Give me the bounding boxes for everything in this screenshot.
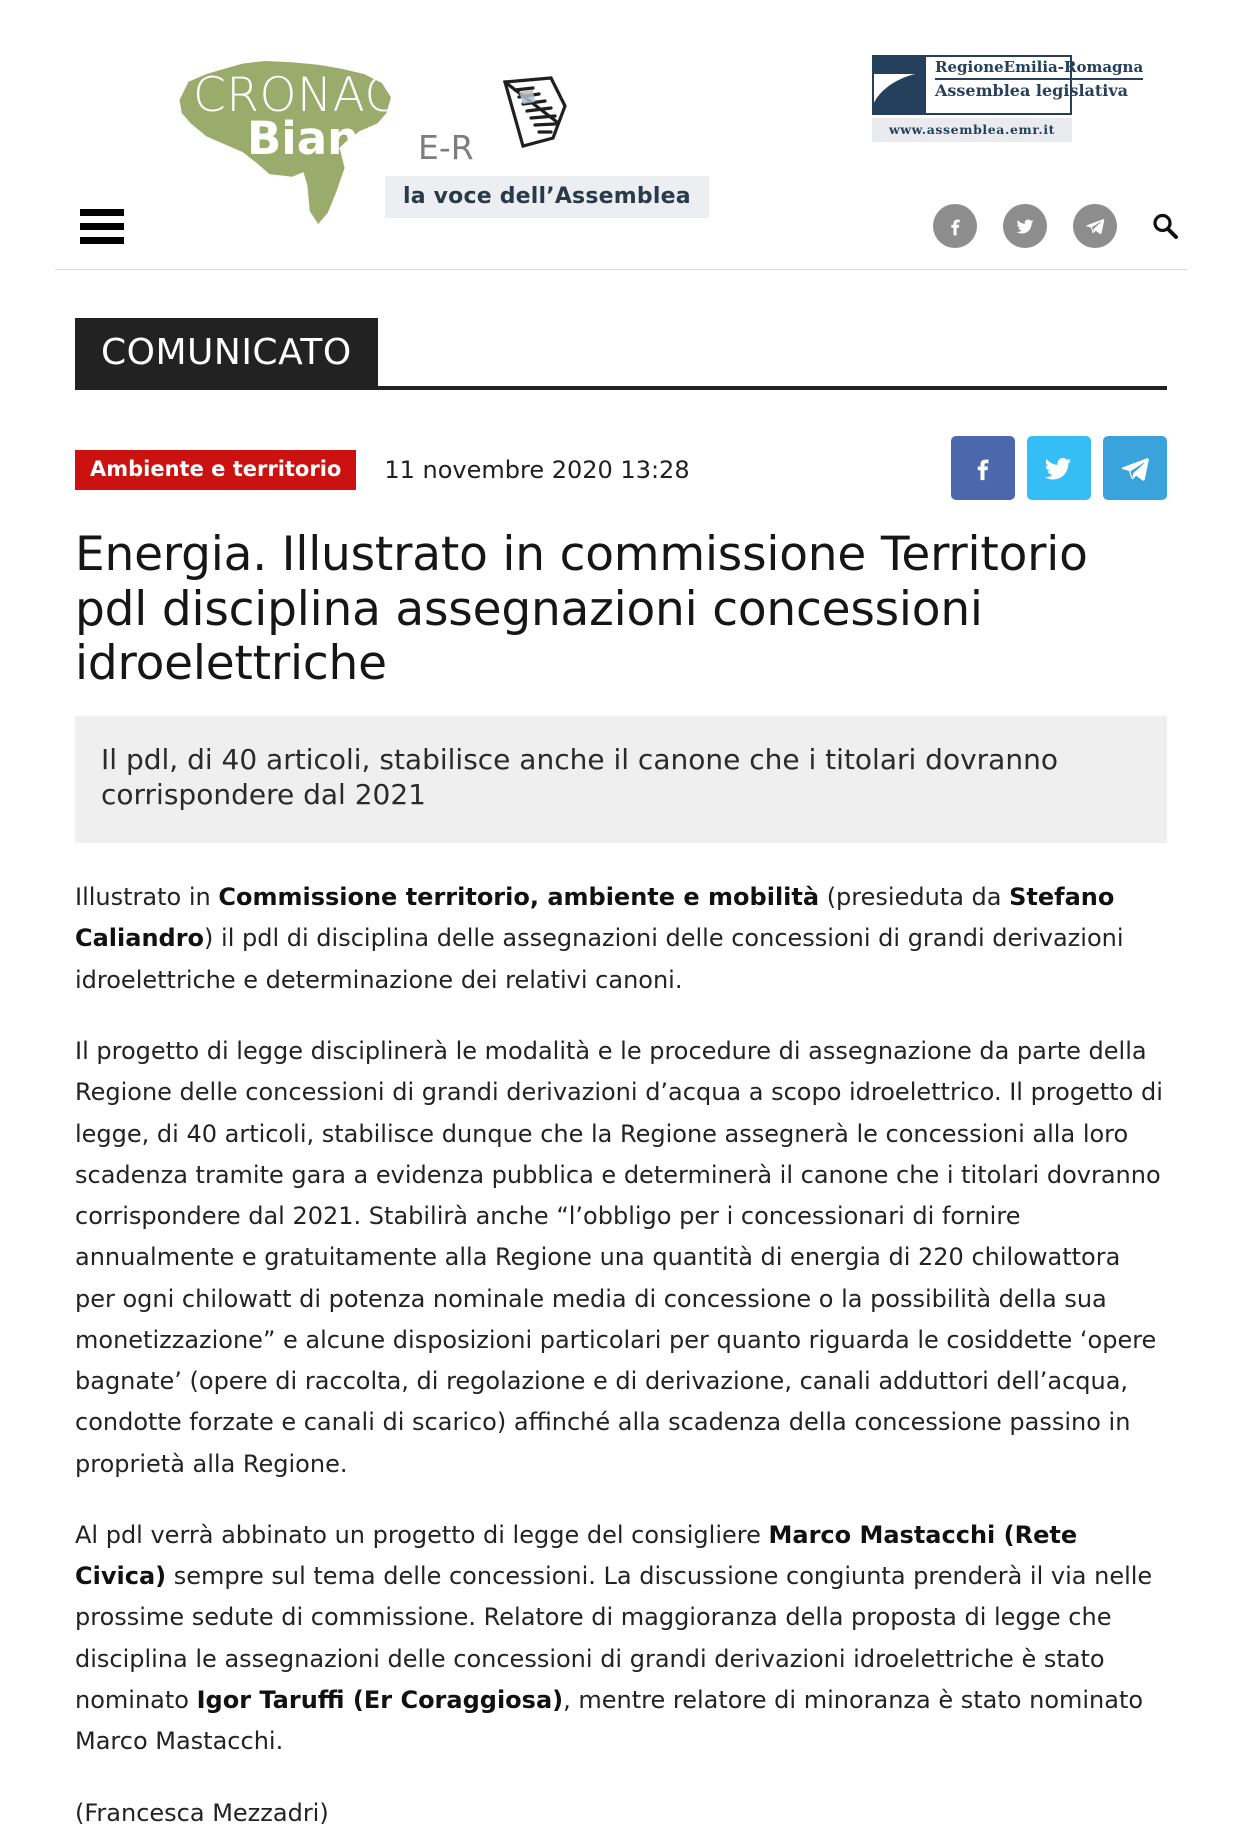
main-navbar xyxy=(55,190,1187,270)
site-masthead xyxy=(0,0,1242,209)
quill-pen-icon xyxy=(493,76,573,154)
share-facebook-button[interactable] xyxy=(951,436,1015,500)
article-subtitle: Il pdl, di 40 articoli, stabilisce anche il canone che i titolari dovranno corrispondere dal 2021 xyxy=(101,742,1058,812)
logo-bianca-text: Bianca xyxy=(247,112,417,165)
institution-logo-url: www.assemblea.emr.it xyxy=(872,118,1072,142)
status-badge[interactable]: Ambiente e territorio xyxy=(75,450,356,490)
site-tagline: la voce dell’Assemblea xyxy=(385,176,709,218)
article-paragraph: Il progetto di legge disciplinerà le modalità e le procedure di assegnazione da parte della Regione delle concessioni di grandi derivazioni d’acqua a scopo idroelettrico. Il progetto di legge, di 40 articoli, stabilisce dunque che la Regione assegnerà le concessioni alla loro scadenza tramite gara a evidenza pubblica e determinerà il canone che i titolari dovranno corrispondere dal 2021. Stabilirà anche “l’obbligo per i concessionari di fornire annualmente e gratuitamente alla Regione una quantità di energia di 220 chilowattora per ogni chilowatt di potenza nominale media di concessione o la possibilità della sua monetizzazione” e alcune disposizioni particolari per quanto riguarda le cosiddette ‘opere bagnate’ (opere di raccolta, di regolazione e di derivazione, canali adduttori dell’acqua, condotte forzate e canali di scarico) affinché alla scadenza della concessione passino in proprietà alla Regione. xyxy=(75,1037,1163,1478)
article-paragraph: Al pdl verrà abbinato un progetto di legge del consigliere Marco Mastacchi (Rete Civica) sempre sul tema delle concessioni. La discussione congiunta prenderà il via nelle prossime sedute di commissione. Relatore di maggioranza della proposta di legge che disciplina le assegnazioni delle concessioni di grandi derivazioni idroelettriche è stato nominato Igor Taruffi (Er Coraggiosa), mentre relatore di minoranza è stato nominato Marco Mastacchi. xyxy=(75,1520,1153,1756)
hamburger-bar xyxy=(80,223,124,230)
twitter-icon[interactable] xyxy=(1003,204,1047,248)
article-byline: (Francesca Mezzadri) xyxy=(75,1798,329,1827)
facebook-icon[interactable] xyxy=(933,204,977,248)
page-title: Energia. Illustrato in commissione Territorio pdl disciplina assegnazioni concessioni idroelettriche xyxy=(75,527,1088,692)
article-standfirst xyxy=(75,716,1167,844)
section-divider xyxy=(378,386,1167,390)
telegram-icon[interactable] xyxy=(1073,204,1117,248)
regione-emblem-icon xyxy=(874,57,926,113)
article-paragraph: Illustrato in Commissione territorio, ambiente e mobilità (presieduta da Stefano Caliandro) il pdl di disciplina delle assegnazioni delle concessioni di grandi derivazioni idroelettriche e determinazione dei relativi canoni. xyxy=(75,883,1124,994)
search-icon[interactable] xyxy=(1143,204,1187,248)
article-body xyxy=(75,877,1167,1834)
section-header xyxy=(75,318,1167,390)
institution-logo-line1: RegioneEmilia-Romagna xyxy=(935,59,1143,80)
publish-timestamp: 11 novembre 2020 13:28 xyxy=(384,456,690,484)
article-meta xyxy=(75,438,1167,502)
site-logo[interactable] xyxy=(175,48,691,209)
logo-er-text: E-R xyxy=(418,128,474,167)
institution-logo-line2: Assemblea legislativa xyxy=(935,80,1129,100)
article-content xyxy=(75,270,1167,1834)
institution-logo[interactable] xyxy=(872,55,1144,142)
logo-cronaca-text: CRONACA xyxy=(193,68,431,123)
share-telegram-button[interactable] xyxy=(1103,436,1167,500)
hamburger-bar xyxy=(80,209,124,216)
hamburger-bar xyxy=(80,237,124,244)
nav-social-links xyxy=(933,204,1117,248)
section-label-badge: COMUNICATO xyxy=(75,318,378,390)
hamburger-menu-icon[interactable] xyxy=(80,208,124,244)
share-twitter-button[interactable] xyxy=(1027,436,1091,500)
share-buttons xyxy=(951,436,1167,500)
